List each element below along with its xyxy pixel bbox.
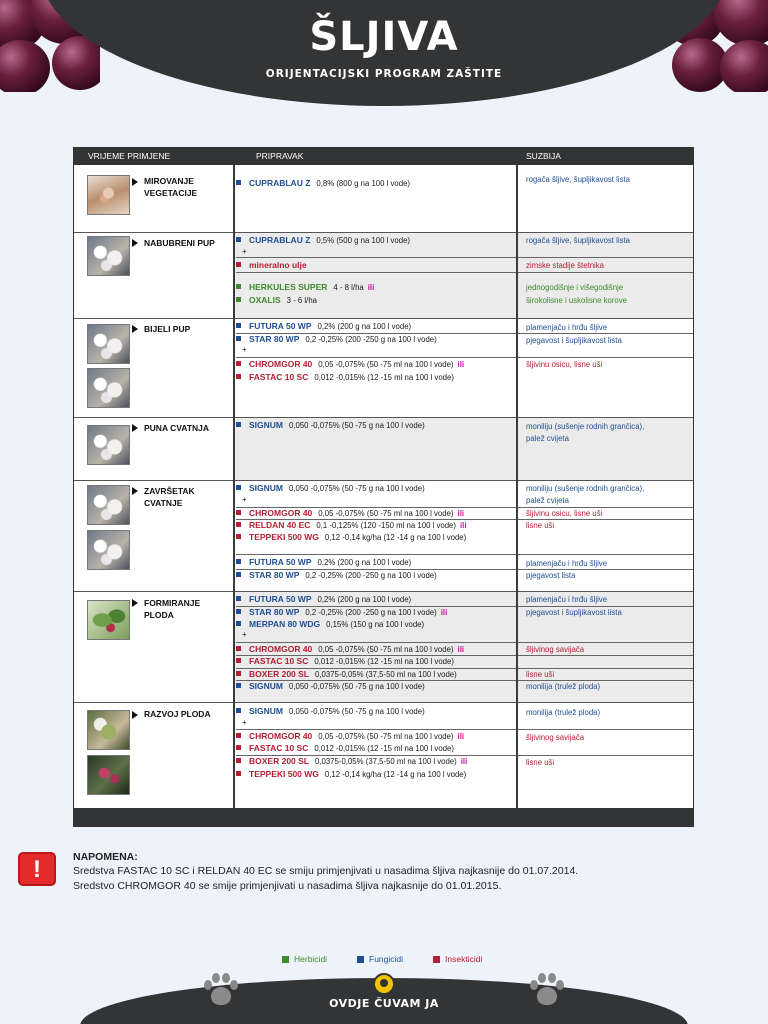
product-name: STAR 80 WP <box>249 607 300 617</box>
product-name: TEPPEKI 500 WG <box>249 769 319 779</box>
product-name: STAR 80 WP <box>249 570 300 580</box>
insekticid-square-icon <box>236 522 241 527</box>
stage-photo <box>87 175 130 215</box>
stage-label: NABUBRENI PUP <box>144 238 215 248</box>
arrow-right-icon <box>132 325 138 333</box>
insekticid-square-icon <box>236 758 241 763</box>
product-name: BOXER 200 SL <box>249 756 309 766</box>
protection-program-table <box>73 147 694 827</box>
insekticid-square-icon <box>236 361 241 366</box>
or-label: ili <box>457 732 465 741</box>
insekticid-square-icon <box>236 771 241 776</box>
insekticid-square-icon <box>236 646 241 651</box>
plus-sign: + <box>242 718 247 727</box>
or-label: ili <box>457 645 465 654</box>
product-name: SIGNUM <box>249 681 283 691</box>
column-header-target: SUZBIJA <box>526 151 561 161</box>
arrow-right-icon <box>132 424 138 432</box>
target-divider <box>517 729 693 730</box>
product-dose: 0,2% (200 g na 100 l vode) <box>317 322 412 331</box>
product-line <box>236 234 410 247</box>
legend-herbicidi: Herbicidi <box>282 954 327 964</box>
product-name: OXALIS <box>249 295 281 305</box>
table-header <box>74 148 693 165</box>
product-line <box>236 593 411 606</box>
fungicid-square-icon <box>236 683 241 688</box>
product-line <box>236 320 411 333</box>
target-text: širokolisne i uskolisne korove <box>526 296 627 305</box>
product-line <box>236 556 411 569</box>
product-name: CHROMGOR 40 <box>249 508 313 518</box>
fungicid-square-icon <box>236 237 241 242</box>
product-dose: 0,050 -0,075% (50 -75 g na 100 l vode) <box>289 421 425 430</box>
product-dose: 0,2 -0,25% (200 -250 g na 100 l vode) <box>305 335 437 344</box>
target-text: pjegavost lista <box>526 571 576 580</box>
stage-photo <box>87 425 130 465</box>
target-text: plamenjaču i hrđu šljive <box>526 323 608 332</box>
fungicid-square-icon <box>236 621 241 626</box>
product-dose: 0,012 -0,015% (12 -15 ml na 100 l vode) <box>314 744 454 753</box>
insekticid-square-icon <box>236 534 241 539</box>
product-line <box>236 419 425 432</box>
product-name: MERPAN 80 WDG <box>249 619 321 629</box>
product-line <box>236 294 317 307</box>
target-text: monilija (trulež ploda) <box>526 708 601 717</box>
or-label: ili <box>440 608 448 617</box>
target-divider <box>517 272 693 273</box>
fungicid-square-icon <box>236 180 241 185</box>
product-line <box>236 705 425 718</box>
product-line <box>236 742 454 755</box>
target-text: moniliju (sušenje rodnih grančica), <box>526 422 645 431</box>
product-dose: 0,0375-0,05% (37,5-50 ml na 100 l vode) <box>315 670 457 679</box>
target-text: šljivinu osicu, lisne uši <box>526 360 603 369</box>
product-dose: 0,2% (200 g na 100 l vode) <box>317 595 412 604</box>
product-line <box>236 755 467 768</box>
fungicid-square-icon <box>236 559 241 564</box>
paw-icon <box>201 972 241 1010</box>
product-line <box>236 281 374 294</box>
insekticid-square-icon <box>236 374 241 379</box>
product-name: FUTURA 50 WP <box>249 321 312 331</box>
stage-label: FORMIRANJE PLODA <box>144 598 201 620</box>
stage-label: PUNA CVATNJA <box>144 423 210 433</box>
target-text: lisne uši <box>526 670 555 679</box>
note-title: NAPOMENA: <box>73 851 138 863</box>
target-divider <box>517 554 693 555</box>
target-text: plamenjaču i hrđu šljive <box>526 559 608 568</box>
arrow-right-icon <box>132 239 138 247</box>
page-title: ŠLJIVA <box>309 14 459 60</box>
product-dose: 0,050 -0,075% (50 -75 g na 100 l vode) <box>289 682 425 691</box>
target-text: rogača šljive, šupljikavost lista <box>526 175 631 184</box>
target-text: palež cvijeta <box>526 496 569 505</box>
stage-photo <box>87 485 130 525</box>
product-name: CHROMGOR 40 <box>249 644 313 654</box>
or-label: ili <box>457 360 465 369</box>
or-label: ili <box>367 283 375 292</box>
legend-insekticidi: Insekticidi <box>433 954 482 964</box>
warning-icon: ! <box>18 852 56 886</box>
insekticid-square-icon <box>236 733 241 738</box>
product-name: CUPRABLAU Z <box>249 235 311 245</box>
product-line <box>236 618 424 631</box>
insekticid-square-icon <box>236 262 241 267</box>
product-line <box>236 768 466 781</box>
target-text: lisne uši <box>526 521 555 530</box>
or-label: ili <box>457 509 465 518</box>
product-name: mineralno ulje <box>249 260 307 270</box>
product-name: FASTAC 10 SC <box>249 372 309 382</box>
product-line <box>236 371 454 384</box>
fungicid-square-icon <box>236 708 241 713</box>
target-divider <box>517 755 693 756</box>
brand-logo-icon <box>373 973 395 995</box>
product-line <box>236 259 313 272</box>
product-dose: 0,050 -0,075% (50 -75 g na 100 l vode) <box>289 484 425 493</box>
column-divider <box>516 165 518 809</box>
product-name: BOXER 200 SL <box>249 669 309 679</box>
arrow-right-icon <box>132 178 138 186</box>
target-text: monilija (trulež ploda) <box>526 682 601 691</box>
insekticid-square-icon <box>236 671 241 676</box>
target-divider <box>517 257 693 258</box>
product-name: STAR 80 WP <box>249 334 300 344</box>
paw-icon <box>527 972 567 1010</box>
stage-label: RAZVOJ PLODA <box>144 709 211 719</box>
product-name: RELDAN 40 EC <box>249 520 311 530</box>
product-dose: 0,2% (200 g na 100 l vode) <box>317 558 412 567</box>
product-dose: 0,05 -0,075% (50 -75 ml na 100 l vode) <box>318 645 454 654</box>
or-label: ili <box>460 757 468 766</box>
fungicid-square-icon <box>236 485 241 490</box>
fungicide-square-icon <box>357 956 364 963</box>
arrow-right-icon <box>132 487 138 495</box>
target-divider <box>517 357 693 358</box>
page-subtitle: ORIJENTACIJSKI PROGRAM ZAŠTITE <box>265 68 503 80</box>
column-header-product: PRIPRAVAK <box>256 151 304 161</box>
stage-photo <box>87 236 130 276</box>
product-name: TEPPEKI 500 WG <box>249 532 319 542</box>
product-dose: 0,0375-0,05% (37,5-50 ml na 100 l vode) <box>315 757 457 766</box>
product-divider <box>236 554 517 555</box>
target-text: moniliju (sušenje rodnih grančica), <box>526 484 645 493</box>
stage-photo <box>87 324 130 364</box>
fungicid-square-icon <box>236 572 241 577</box>
product-name: SIGNUM <box>249 483 283 493</box>
product-dose: 0,05 -0,075% (50 -75 ml na 100 l vode) <box>318 360 454 369</box>
herbicid-square-icon <box>236 284 241 289</box>
table-footer-bar <box>74 808 693 826</box>
target-text: šljivinog savijača <box>526 645 585 654</box>
stage-photo <box>87 755 130 795</box>
product-dose: 0,12 -0,14 kg/ha (12 -14 g na 100 l vode) <box>324 533 467 542</box>
product-name: HERKULES SUPER <box>249 282 328 292</box>
product-name: SIGNUM <box>249 420 283 430</box>
plus-sign: + <box>242 345 247 354</box>
table-row <box>74 592 693 703</box>
table-row <box>74 418 693 481</box>
product-dose: 4 - 8 l/ha <box>333 283 364 292</box>
target-text: pjegavost i šupljikavost lista <box>526 336 622 345</box>
product-dose: 0,05 -0,075% (50 -75 ml na 100 l vode) <box>318 509 454 518</box>
product-name: SIGNUM <box>249 706 283 716</box>
stage-label: BIJELI PUP <box>144 324 191 334</box>
product-dose: 3 - 6 l/ha <box>286 296 317 305</box>
fungicid-square-icon <box>236 609 241 614</box>
or-label: ili <box>459 521 467 530</box>
product-line <box>236 177 410 190</box>
product-line <box>236 569 437 582</box>
product-divider <box>236 272 517 273</box>
product-dose: 0,2 -0,25% (200 -250 g na 100 l vode) <box>305 571 437 580</box>
note-line: Sredstva FASTAC 10 SC i RELDAN 40 EC se smiju primjenjivati u nasadima šljiva najkasnije do 01.07.2014. <box>73 865 579 877</box>
plus-sign: + <box>242 247 247 256</box>
stage-photo <box>87 368 130 408</box>
column-header-stage: VRIJEME PRIMJENE <box>88 151 171 161</box>
target-text: zimske stadije štetnika <box>526 261 604 270</box>
product-dose: 0,8% (800 g na 100 l vode) <box>316 179 411 188</box>
product-name: FASTAC 10 SC <box>249 656 309 666</box>
herbicide-square-icon <box>282 956 289 963</box>
target-text: jednogodišnje i višegodišnje <box>526 283 624 292</box>
insekticid-square-icon <box>236 510 241 515</box>
arrow-right-icon <box>132 711 138 719</box>
product-name: CHROMGOR 40 <box>249 731 313 741</box>
target-text: šljivinog savijača <box>526 733 585 742</box>
insecticide-square-icon <box>433 956 440 963</box>
plus-sign: + <box>242 495 247 504</box>
note-line: Sredstvo CHROMGOR 40 se smije primjenjivati u nasadima šljiva najkasnije do 01.01.2015. <box>73 880 502 892</box>
table-row <box>74 703 693 809</box>
product-dose: 0,5% (500 g na 100 l vode) <box>316 236 411 245</box>
table-row <box>74 481 693 592</box>
product-name: FUTURA 50 WP <box>249 594 312 604</box>
product-line <box>236 531 466 544</box>
table-row <box>74 319 693 418</box>
stage-photo <box>87 530 130 570</box>
herbicid-square-icon <box>236 297 241 302</box>
stage-label: ZAVRŠETAK CVATNJE <box>144 486 195 508</box>
fungicid-square-icon <box>236 323 241 328</box>
product-line <box>236 358 464 371</box>
arrow-right-icon <box>132 599 138 607</box>
plus-sign: + <box>242 630 247 639</box>
fungicid-square-icon <box>236 422 241 427</box>
column-divider <box>233 165 235 809</box>
product-name: CUPRABLAU Z <box>249 178 311 188</box>
product-dose: 0,1 -0,125% (120 -150 ml na 100 l vode) <box>316 521 456 530</box>
insekticid-square-icon <box>236 658 241 663</box>
target-text: rogača šljive, šupljikavost lista <box>526 236 631 245</box>
product-line <box>236 655 454 668</box>
legend-fungicidi: Fungicidi <box>357 954 403 964</box>
product-dose: 0,15% (150 g na 100 l vode) <box>326 620 425 629</box>
product-dose: 0,050 -0,075% (50 -75 g na 100 l vode) <box>289 707 425 716</box>
footer-slogan: OVDJE ČUVAM JA <box>329 997 439 1010</box>
target-text: plamenjaču i hrđu šljive <box>526 595 608 604</box>
product-line <box>236 333 437 346</box>
table-row <box>74 233 693 319</box>
product-name: CHROMGOR 40 <box>249 359 313 369</box>
page-header <box>0 0 768 108</box>
insekticid-square-icon <box>236 745 241 750</box>
stage-label: MIROVANJE VEGETACIJE <box>144 176 198 198</box>
target-text: palež cvijeta <box>526 434 569 443</box>
product-dose: 0,012 -0,015% (12 -15 ml na 100 l vode) <box>314 657 454 666</box>
table-row <box>74 165 693 233</box>
target-text: lisne uši <box>526 758 555 767</box>
product-line <box>236 680 425 693</box>
product-divider <box>236 257 517 258</box>
fungicid-square-icon <box>236 336 241 341</box>
product-name: FASTAC 10 SC <box>249 743 309 753</box>
product-name: FUTURA 50 WP <box>249 557 312 567</box>
product-line <box>236 482 425 495</box>
product-dose: 0,012 -0,015% (12 -15 ml na 100 l vode) <box>314 373 454 382</box>
product-dose: 0,05 -0,075% (50 -75 ml na 100 l vode) <box>318 732 454 741</box>
stage-photo <box>87 600 130 640</box>
target-text: šljivinu osicu, lisne uši <box>526 509 603 518</box>
target-text: pjegavost i šupljikavost lista <box>526 608 622 617</box>
stage-photo <box>87 710 130 750</box>
target-divider <box>517 642 693 643</box>
product-dose: 0,2 -0,25% (200 -250 g na 100 l vode) <box>305 608 437 617</box>
fungicid-square-icon <box>236 596 241 601</box>
product-dose: 0,12 -0,14 kg/ha (12 -14 g na 100 l vode) <box>324 770 467 779</box>
